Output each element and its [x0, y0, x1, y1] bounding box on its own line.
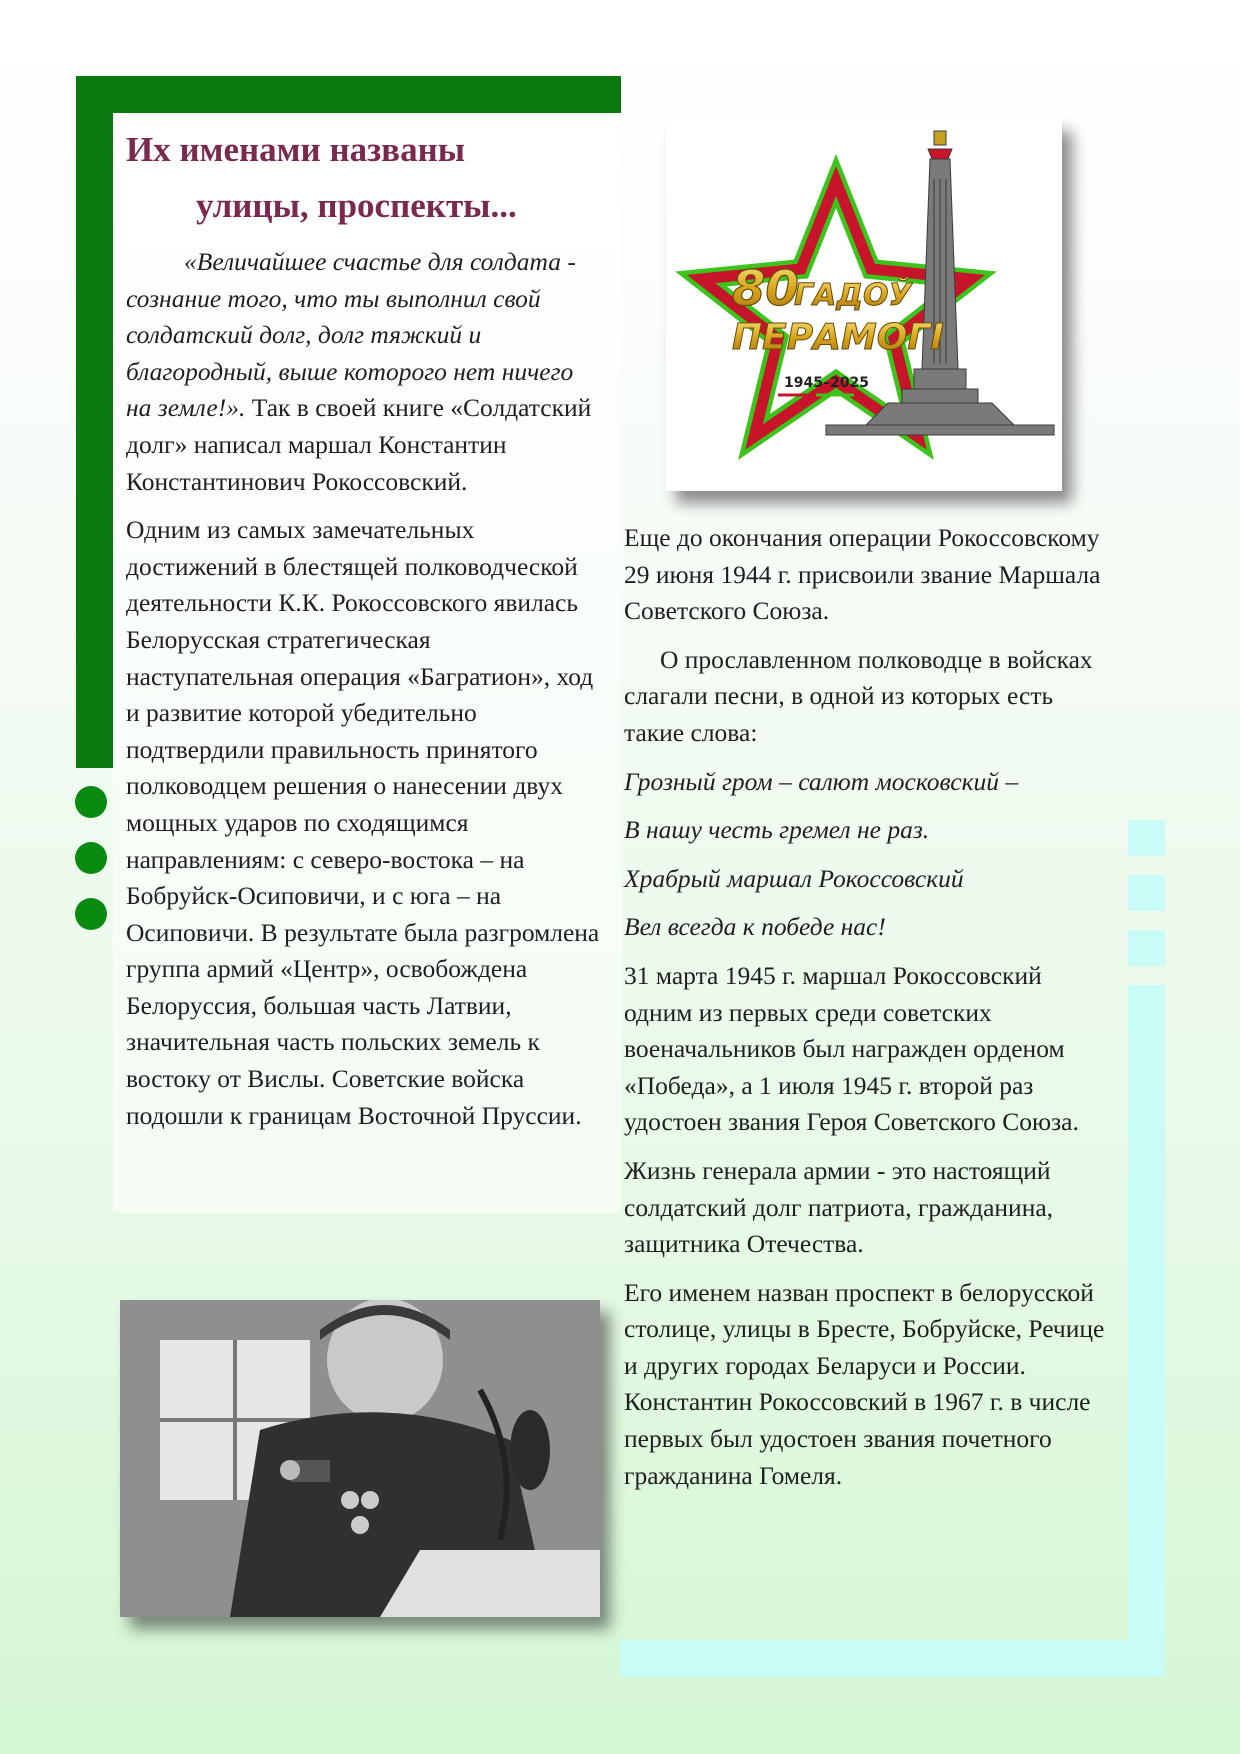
streets-paragraph: Его именем назван проспект в белорусской столице, улицы в Бресте, Бобруйске, Речице и других городах Беларуси и России. Константин Рокоссовский в 1967 г. в числе первых был удостоен звания почетного гражданина Гомеля.	[624, 1277, 1105, 1490]
cyan-frame-bottom	[620, 1640, 1165, 1677]
marshal-title-paragraph: Еще до окончания операции Рокоссовскому 29 июня 1944 г. присвоили звание Маршала Советского Союза.	[624, 523, 1101, 626]
logo-number: 80	[732, 261, 799, 317]
poem-line-1: Грозный гром – салют московский –	[624, 766, 1019, 796]
title-line-1: Их именами названы	[126, 130, 466, 169]
decor-dot-3	[75, 898, 107, 930]
photo-graphic	[120, 1300, 600, 1617]
rokossovsky-photo	[120, 1300, 600, 1617]
cyan-square-2	[1128, 875, 1165, 911]
duty-paragraph: Жизнь генерала армии - это настоящий солдатский долг патриота, гражданина, защитника Отечества.	[624, 1155, 1054, 1259]
victory-80-logo	[666, 119, 1062, 491]
left-column	[126, 244, 604, 1146]
cyan-frame-right	[1128, 985, 1165, 1677]
title-line-2: улицы, проспекты...	[196, 186, 517, 225]
bagration-paragraph: Одним из самых замечательных достижений в блестящей полководческой деятельности К.К. Рокоссовского явилась Белорусская стратегическая наступательная операция «Багратион», ход и развитие которой убедительно подтвердили правильность принятого полководцем решения о нанесении двух мощных ударов по сходящимся направлениям: с северо-востока – на Бобруйск-Осиповичи, и с юга – на Осиповичи. В результате была разгромлена группа армий «Центр», освобождена Белоруссия, большая часть Латвии, значительная часть польских земель к востоку от Вислы. Советские войска подошли к границам Восточной Пруссии.	[126, 515, 600, 1130]
intro-paragraph	[126, 244, 604, 500]
cyan-square-1	[1128, 820, 1165, 856]
green-frame-left	[76, 76, 113, 768]
green-frame-top	[76, 76, 621, 113]
logo-word-victory: ПЕРАМОГІ	[732, 317, 944, 358]
songs-paragraph: О прославленном полководце в войсках слагали песни, в одной из которых есть такие слова:	[624, 644, 1093, 747]
poem-line-2: В нашу честь гремел не раз.	[624, 815, 930, 845]
victory-order-paragraph: 31 марта 1945 г. маршал Рокоссовский одним из первых среди советских военачальников был награжден орденом «Победа», а 1 июля 1945 г. второй раз удостоен звания Героя Советского Союза.	[624, 960, 1079, 1137]
logo-graphic	[666, 119, 1062, 491]
poem-line-4: Вел всегда к победе нас!	[624, 912, 886, 942]
cyan-square-3	[1128, 930, 1165, 966]
decor-dot-1	[75, 786, 107, 818]
logo-word-years: ГАДОЎ	[794, 278, 912, 313]
page-title	[126, 122, 606, 234]
decor-dot-2	[75, 842, 107, 874]
right-column	[624, 520, 1108, 1506]
marshal-quote: «Величайшее счастье для солдата - сознание того, что ты выполнил свой солдатский долг, долг тяжкий и благородный, выше которого нет ничего на земле!».	[126, 247, 576, 423]
poem-line-3: Храбрый маршал Рокоссовский	[624, 863, 964, 893]
logo-years: 1945–2025	[784, 375, 869, 391]
intro-text: Так в своей книге «Солдатский долг» написал маршал Константин Константинович Рокоссовский.	[126, 393, 592, 496]
